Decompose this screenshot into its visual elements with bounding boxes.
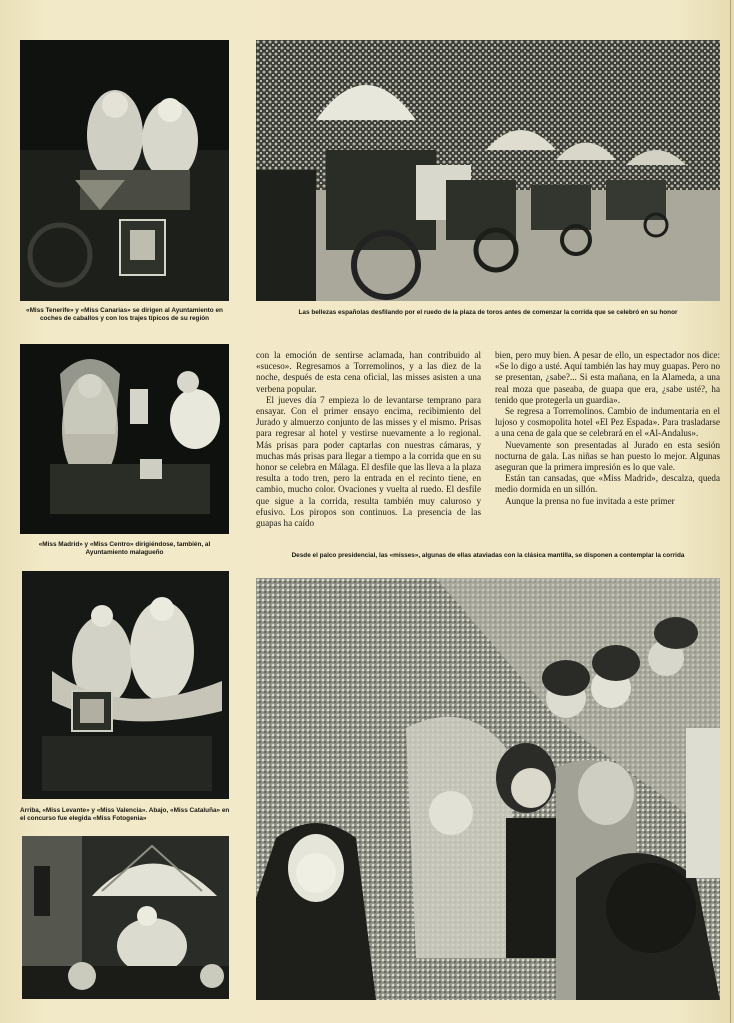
article-paragraph: con la emoción de sentirse aclamada, han contribuido al «suceso». Regresamos a Torremolinos, y a las diez de la noche, después de esta cena oficial, las misses asisten a una verbena popular. <box>256 350 481 394</box>
caption-palco: Desde el palco presidencial, las «misses», algunas de ellas ataviadas con la clásica mantilla, se disponen a contemplar la corrida <box>291 552 685 559</box>
article-column-1 <box>256 350 481 536</box>
caption-parade: Las bellezas españolas desfilando por el ruedo de la plaza de toros antes de comenzar la corrida que se celebró en su honor <box>298 309 678 316</box>
photo-parade-bullring <box>256 40 720 301</box>
article-column-2 <box>495 350 720 536</box>
article-paragraph: Nuevamente son presentadas al Jurado en esta sesión nocturna de gala. Las niñas se han puesto lo mejor. Algunas aseguran que la primera impresión es lo que vale. <box>495 439 720 473</box>
article-paragraph: Aunque la prensa no fue invitada a este primer <box>505 495 675 506</box>
article-paragraph: bien, pero muy bien. A pesar de ello, un espectador nos dice: «Se lo digo a usté. Aquí también las hay muy guapas. Pero no se presentan, ¿sabe?... Si esta mañana, en la Alameda, a una real moza que paseaba, de guapa que era, ¿sabe usté?, ha tenido que protegerla un guardia». <box>495 350 720 405</box>
caption-miss-tenerife: «Miss Tenerife» y «Miss Canarias» se dirigen al Ayuntamiento en coches de caballos y con los trajes típicos de su región <box>26 307 223 323</box>
photo-miss-madrid-centro <box>20 344 229 534</box>
article-paragraph: Se regresa a Torremolinos. Cambio de indumentaria en el lujoso y cosmopolita hotel «El Pez Espada». Para trasladarse a una cena de gala que se celebrará en el «Al-Andalus». <box>495 406 720 439</box>
photo-palco-presidencial <box>256 578 720 1000</box>
page-edge <box>730 0 731 1023</box>
photo-miss-levante-valencia <box>22 571 229 799</box>
photo-miss-tenerife-canarias <box>20 40 229 301</box>
photo-miss-cataluna <box>22 836 229 999</box>
caption-miss-levante: Arriba, «Miss Levante» y «Miss Valencia». Abajo, «Miss Cataluña» en el concurso fue elegida «Miss Fotogenia» <box>20 807 230 823</box>
article-paragraph: El jueves día 7 empieza lo de levantarse temprano para ensayar. Con el primer ensayo encima, recibimiento del Jurado y almuerzo conjunto de las misses y el mismo. Prisas para regresar al hotel y vestirse nuevamente a lo regional. Más prisas para poder captarlas con nuestras cámaras, y muchas más prisas para llegar a tiempo a la corrida que en su honor se celebra en Málaga. El desfile que las lleva a la plaza resulta a todo tren, pero la entrada en el recinto tiene, en cambio, mucho color. Ovaciones y vuelta al ruedo. El desfile que sigue a la corrida, resulta también muy caluroso y efusivo. Los piropos son continuos. La presencia de las guapas ha caído <box>256 394 481 529</box>
article-paragraph: Están tan cansadas, que «Miss Madrid», descalza, queda medio dormida en un sillón. <box>495 473 720 495</box>
caption-miss-madrid: «Miss Madrid» y «Miss Centro» dirigiéndose, también, al Ayuntamiento malagueño <box>38 541 211 557</box>
